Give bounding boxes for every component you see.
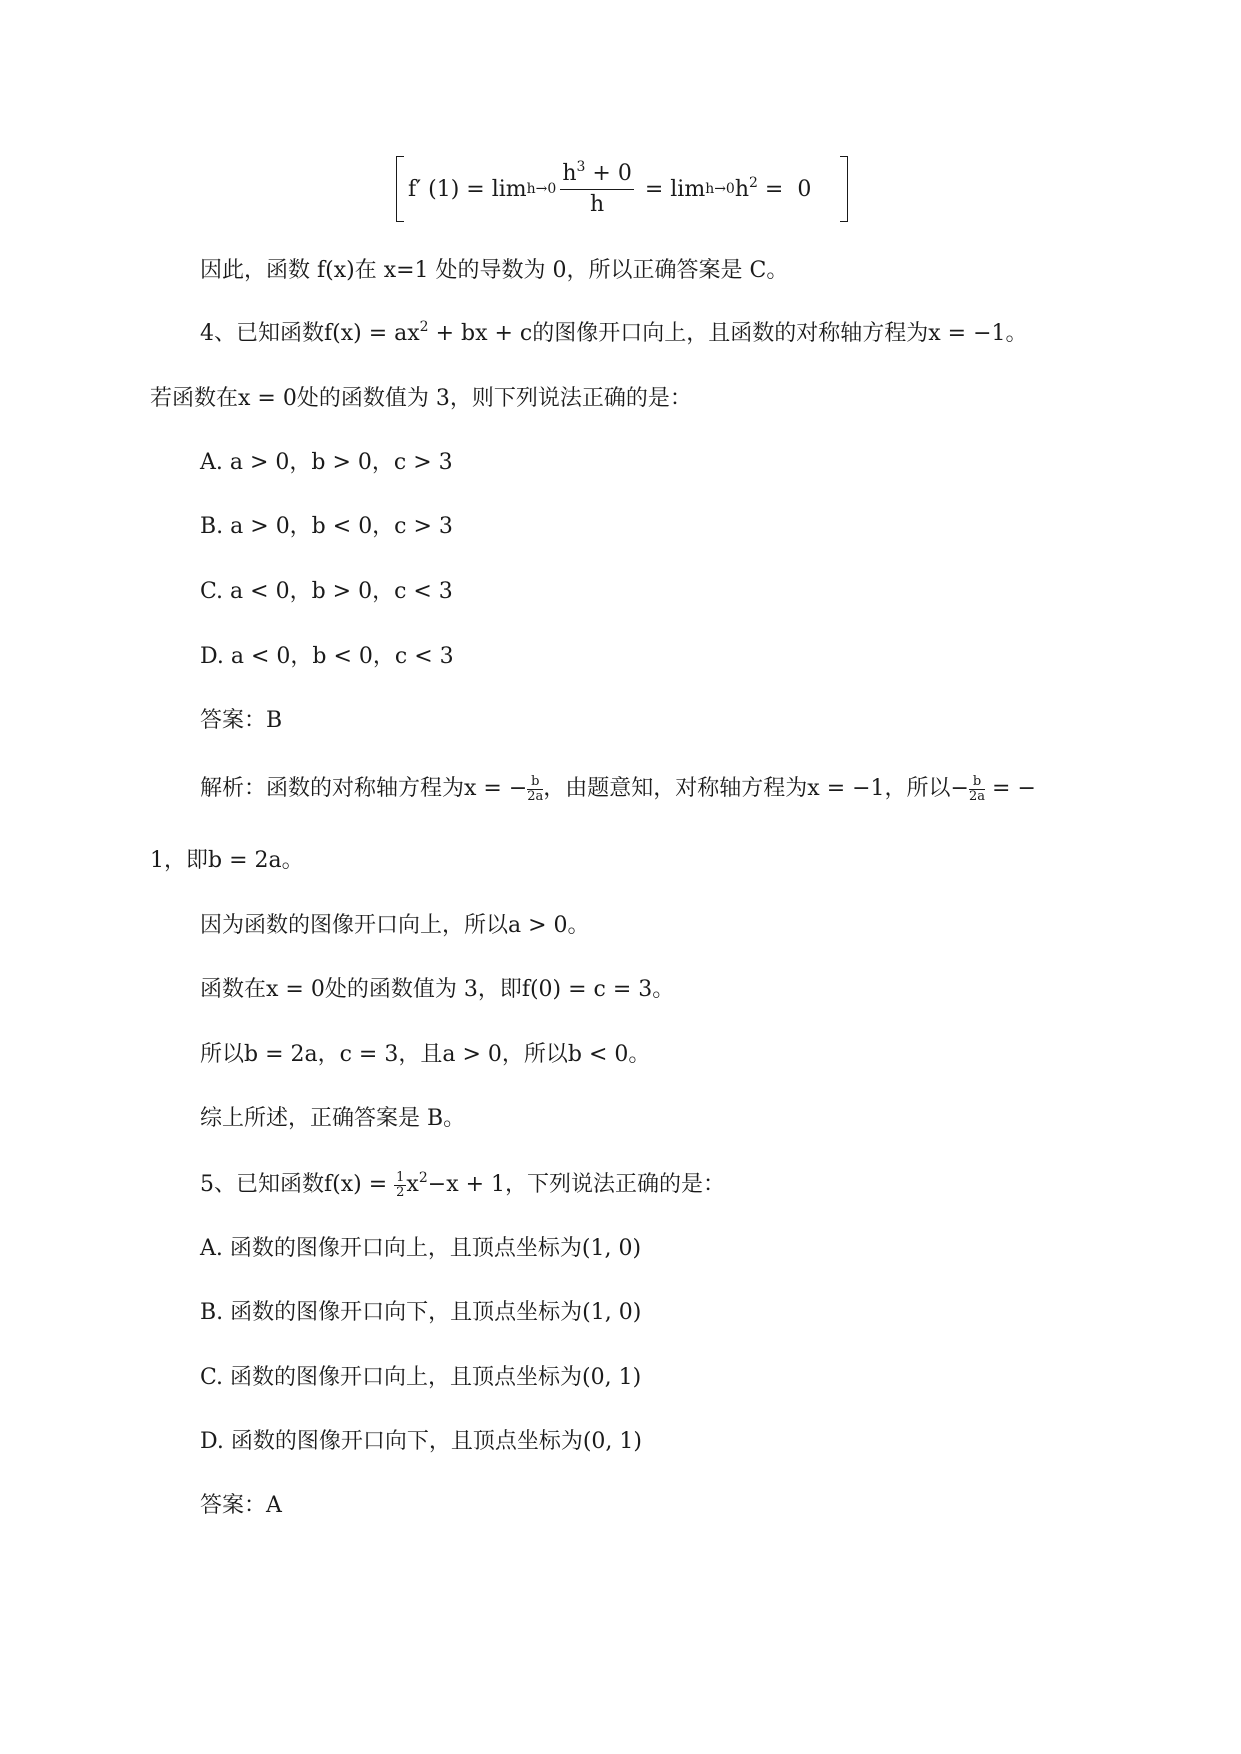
q5-option-c: C. 函数的图像开口向上，且顶点坐标为(0, 1) — [200, 1365, 642, 1390]
left-bracket — [396, 156, 404, 222]
q5-option-d: D. 函数的图像开口向下，且顶点坐标为(0, 1) — [200, 1429, 642, 1454]
formula-numerator: $h^3 + 0$ — [560, 159, 634, 190]
q5-fraction: $\frac{1}{2}$ — [396, 1169, 405, 1200]
analysis-fraction-1: $\frac{b}{2a}$ — [527, 773, 544, 804]
q4-step-1: 因为函数的图像开口向上，所以a > 0。 — [200, 913, 590, 938]
formula-fraction — [560, 159, 634, 220]
q4-stem-line1: 4、已知函数$f(x) = ax^2$ + bx + c的图像开口向上，且函数的对称轴方程为x = −1。 — [200, 319, 1028, 346]
formula-mid: = lim — [637, 176, 706, 202]
q4-step-2: 函数在x = 0处的函数值为 3，即f(0) = c = 3。 — [200, 977, 675, 1002]
q4-option-d: D. a < 0，b < 0，c < 3 — [200, 644, 454, 669]
conclusion-paragraph: 因此，函数 f(x)在 x=1 处的导数为 0，所以正确答案是 C。 — [200, 258, 789, 283]
q4-option-a: A. a > 0，b > 0，c > 3 — [200, 450, 453, 475]
q4-step-3: 所以b = 2a，c = 3，且a > 0，所以b < 0。 — [200, 1042, 651, 1067]
formula-denominator: h — [589, 191, 605, 217]
formula-lhs: f′ (1) = lim — [408, 176, 527, 202]
q4-analysis-line2: 1，即b = 2a。 — [150, 848, 304, 873]
q4-stem-line2: 若函数在x = 0处的函数值为 3，则下列说法正确的是： — [150, 386, 692, 411]
q4-option-c: C. a < 0，b > 0，c < 3 — [200, 579, 453, 604]
right-bracket — [840, 156, 848, 222]
q4-answer: 答案：B — [200, 708, 283, 733]
q5-stem: 5、已知函数f(x) = $\frac{1}{2}$ $x^2-x + 1$，下列说法正确的是： — [200, 1169, 726, 1200]
formula-tail: $h^2 = 0$ — [734, 174, 812, 202]
q4-analysis-line1: 解析：函数的对称轴方程为x = − $\frac{b}{2a}$ ，由题意知，对称轴方程为x = −1，所以− $\frac{b}{2a}$ = − — [200, 773, 1036, 804]
q5-option-a: A. 函数的图像开口向上，且顶点坐标为(1, 0) — [200, 1236, 642, 1261]
q5-answer: 答案：A — [200, 1493, 282, 1518]
derivative-formula: f′ (1) = lim h→0 $\frac{h^3 + 0}{h}$ = lim h→0 $h^2 = 0$ — [408, 153, 811, 225]
analysis-fraction-2: $\frac{b}{2a}$ — [969, 773, 986, 804]
q4-step-4: 综上所述，正确答案是 B。 — [200, 1106, 466, 1131]
q4-option-b: B. a > 0，b < 0，c > 3 — [200, 514, 453, 539]
q5-option-b: B. 函数的图像开口向下，且顶点坐标为(1, 0) — [200, 1300, 642, 1325]
